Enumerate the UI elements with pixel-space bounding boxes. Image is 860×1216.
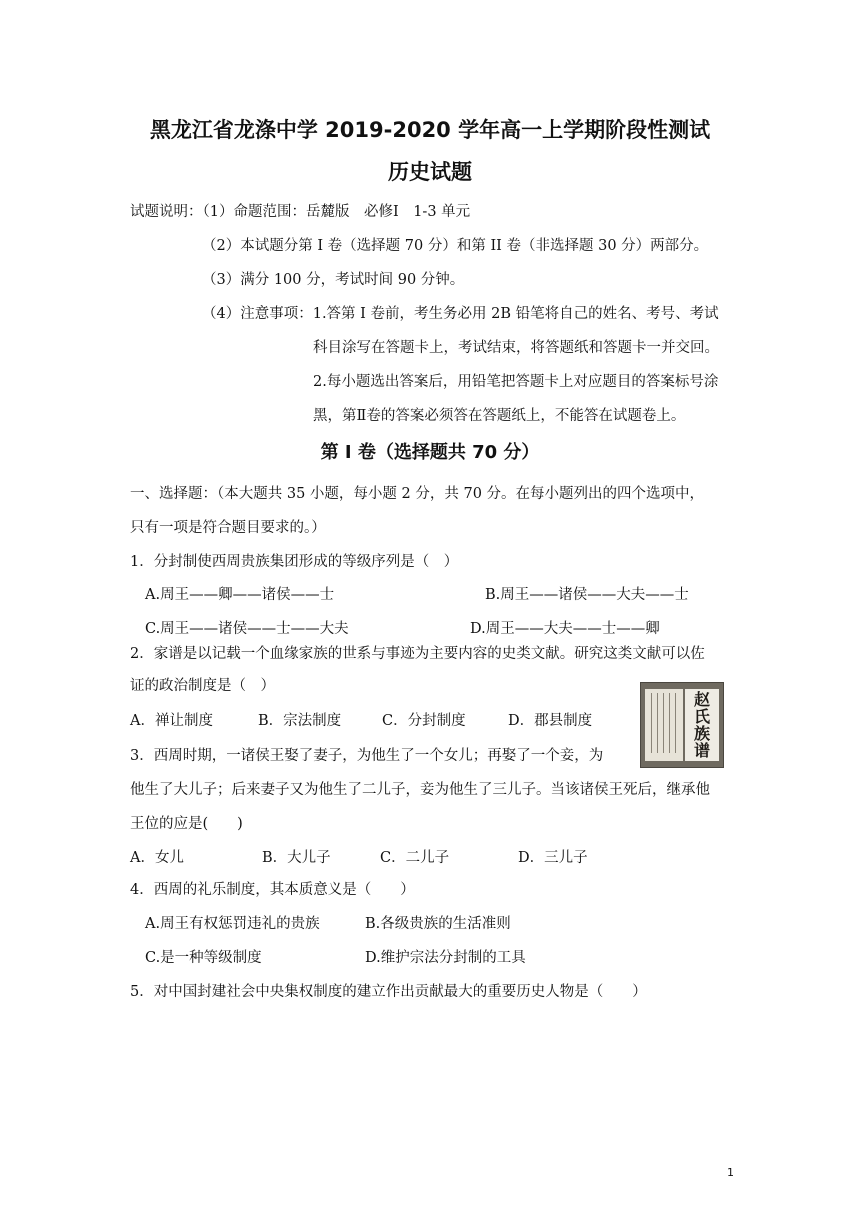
question-1-option-a: A.周王——卿——诸侯——士 xyxy=(145,587,335,603)
question-2-option-c: C．分封制度 xyxy=(382,713,466,729)
question-3-option-b: B．大儿子 xyxy=(262,850,331,866)
question-1-option-d: D.周王——大夫——士——卿 xyxy=(470,621,660,637)
question-2-stem-line-2: 证的政治制度是（ ） xyxy=(130,678,275,694)
question-3-stem-line-1: 3．西周时期，一诸侯王娶了妻子，为他生了一个女儿；再娶了一个妾，为 xyxy=(130,748,604,764)
question-3-option-d: D．三儿子 xyxy=(518,850,588,866)
question-2-option-a: A．禅让制度 xyxy=(130,713,213,729)
genealogy-cover-title: 赵氏族谱 xyxy=(693,690,710,760)
question-1-option-c: C.周王——诸侯——士——大夫 xyxy=(145,621,349,637)
question-3-stem-line-3: 王位的应是( ) xyxy=(130,816,243,832)
question-2-option-b: B．宗法制度 xyxy=(258,713,342,729)
section-heading: 第 I 卷（选择题共 70 分） xyxy=(320,442,540,463)
instructions-item-4-line-3: 2.每小题选出答案后，用铅笔把答题卡上对应题目的答案标号涂 xyxy=(313,374,719,390)
question-5-stem: 5．对中国封建社会中央集权制度的建立作出贡献最大的重要历史人物是（ ） xyxy=(130,984,647,1000)
question-1-option-b: B.周王——诸侯——大夫——士 xyxy=(485,587,689,603)
family-genealogy-image xyxy=(640,682,724,768)
question-4-option-a: A.周王有权惩罚违礼的贵族 xyxy=(145,916,320,932)
question-4-option-b: B.各级贵族的生活准则 xyxy=(365,916,511,932)
question-4-option-c: C.是一种等级制度 xyxy=(145,950,262,966)
question-3-option-a: A．女儿 xyxy=(130,850,184,866)
exam-title: 黑龙江省龙涤中学 2019-2020 学年高一上学期阶段性测试 xyxy=(149,118,711,142)
instructions-item-4-line-2: 科目涂写在答题卡上，考试结束，将答题纸和答题卡一并交回。 xyxy=(313,340,719,356)
question-2-option-d: D．郡县制度 xyxy=(508,713,593,729)
question-3-stem-line-2: 他生了大儿子；后来妻子又为他生了二儿子，妾为他生了三儿子。当该诸侯王死后，继承他 xyxy=(130,782,710,798)
instructions-item-3: （3）满分 100 分，考试时间 90 分钟。 xyxy=(202,272,465,288)
question-2-stem-line-1: 2．家谱是以记载一个血缘家族的世系与事迹为主要内容的史类文献。研究这类文献可以佐 xyxy=(130,646,705,662)
section-description-line-1: 一、选择题：（本大题共 35 小题，每小题 2 分，共 70 分。在每小题列出的四个选项中， xyxy=(130,486,705,502)
exam-subject: 历史试题 xyxy=(388,160,472,184)
page-number: 1 xyxy=(727,1166,734,1179)
question-1-stem: 1．分封制使西周贵族集团形成的等级序列是（ ） xyxy=(130,554,459,570)
instructions-item-2: （2）本试题分第 I 卷（选择题 70 分）和第 II 卷（非选择题 30 分）两部分。 xyxy=(202,238,709,254)
instructions-item-4-line-1: （4）注意事项：1.答第 I 卷前，考生务必用 2B 铅笔将自己的姓名、考号、考试 xyxy=(202,306,719,322)
question-4-stem: 4．西周的礼乐制度，其本质意义是（ ） xyxy=(130,882,415,898)
question-4-option-d: D.维护宗法分封制的工具 xyxy=(365,950,526,966)
instructions-intro: 试题说明：（1）命题范围：岳麓版 必修Ⅰ 1-3 单元 xyxy=(130,204,471,220)
instructions-item-4-line-4: 黑，第Ⅱ卷的答案必须答在答题纸上，不能答在试题卷上。 xyxy=(313,408,686,424)
question-3-option-c: C．二儿子 xyxy=(380,850,450,866)
section-description-line-2: 只有一项是符合题目要求的。） xyxy=(130,520,326,536)
